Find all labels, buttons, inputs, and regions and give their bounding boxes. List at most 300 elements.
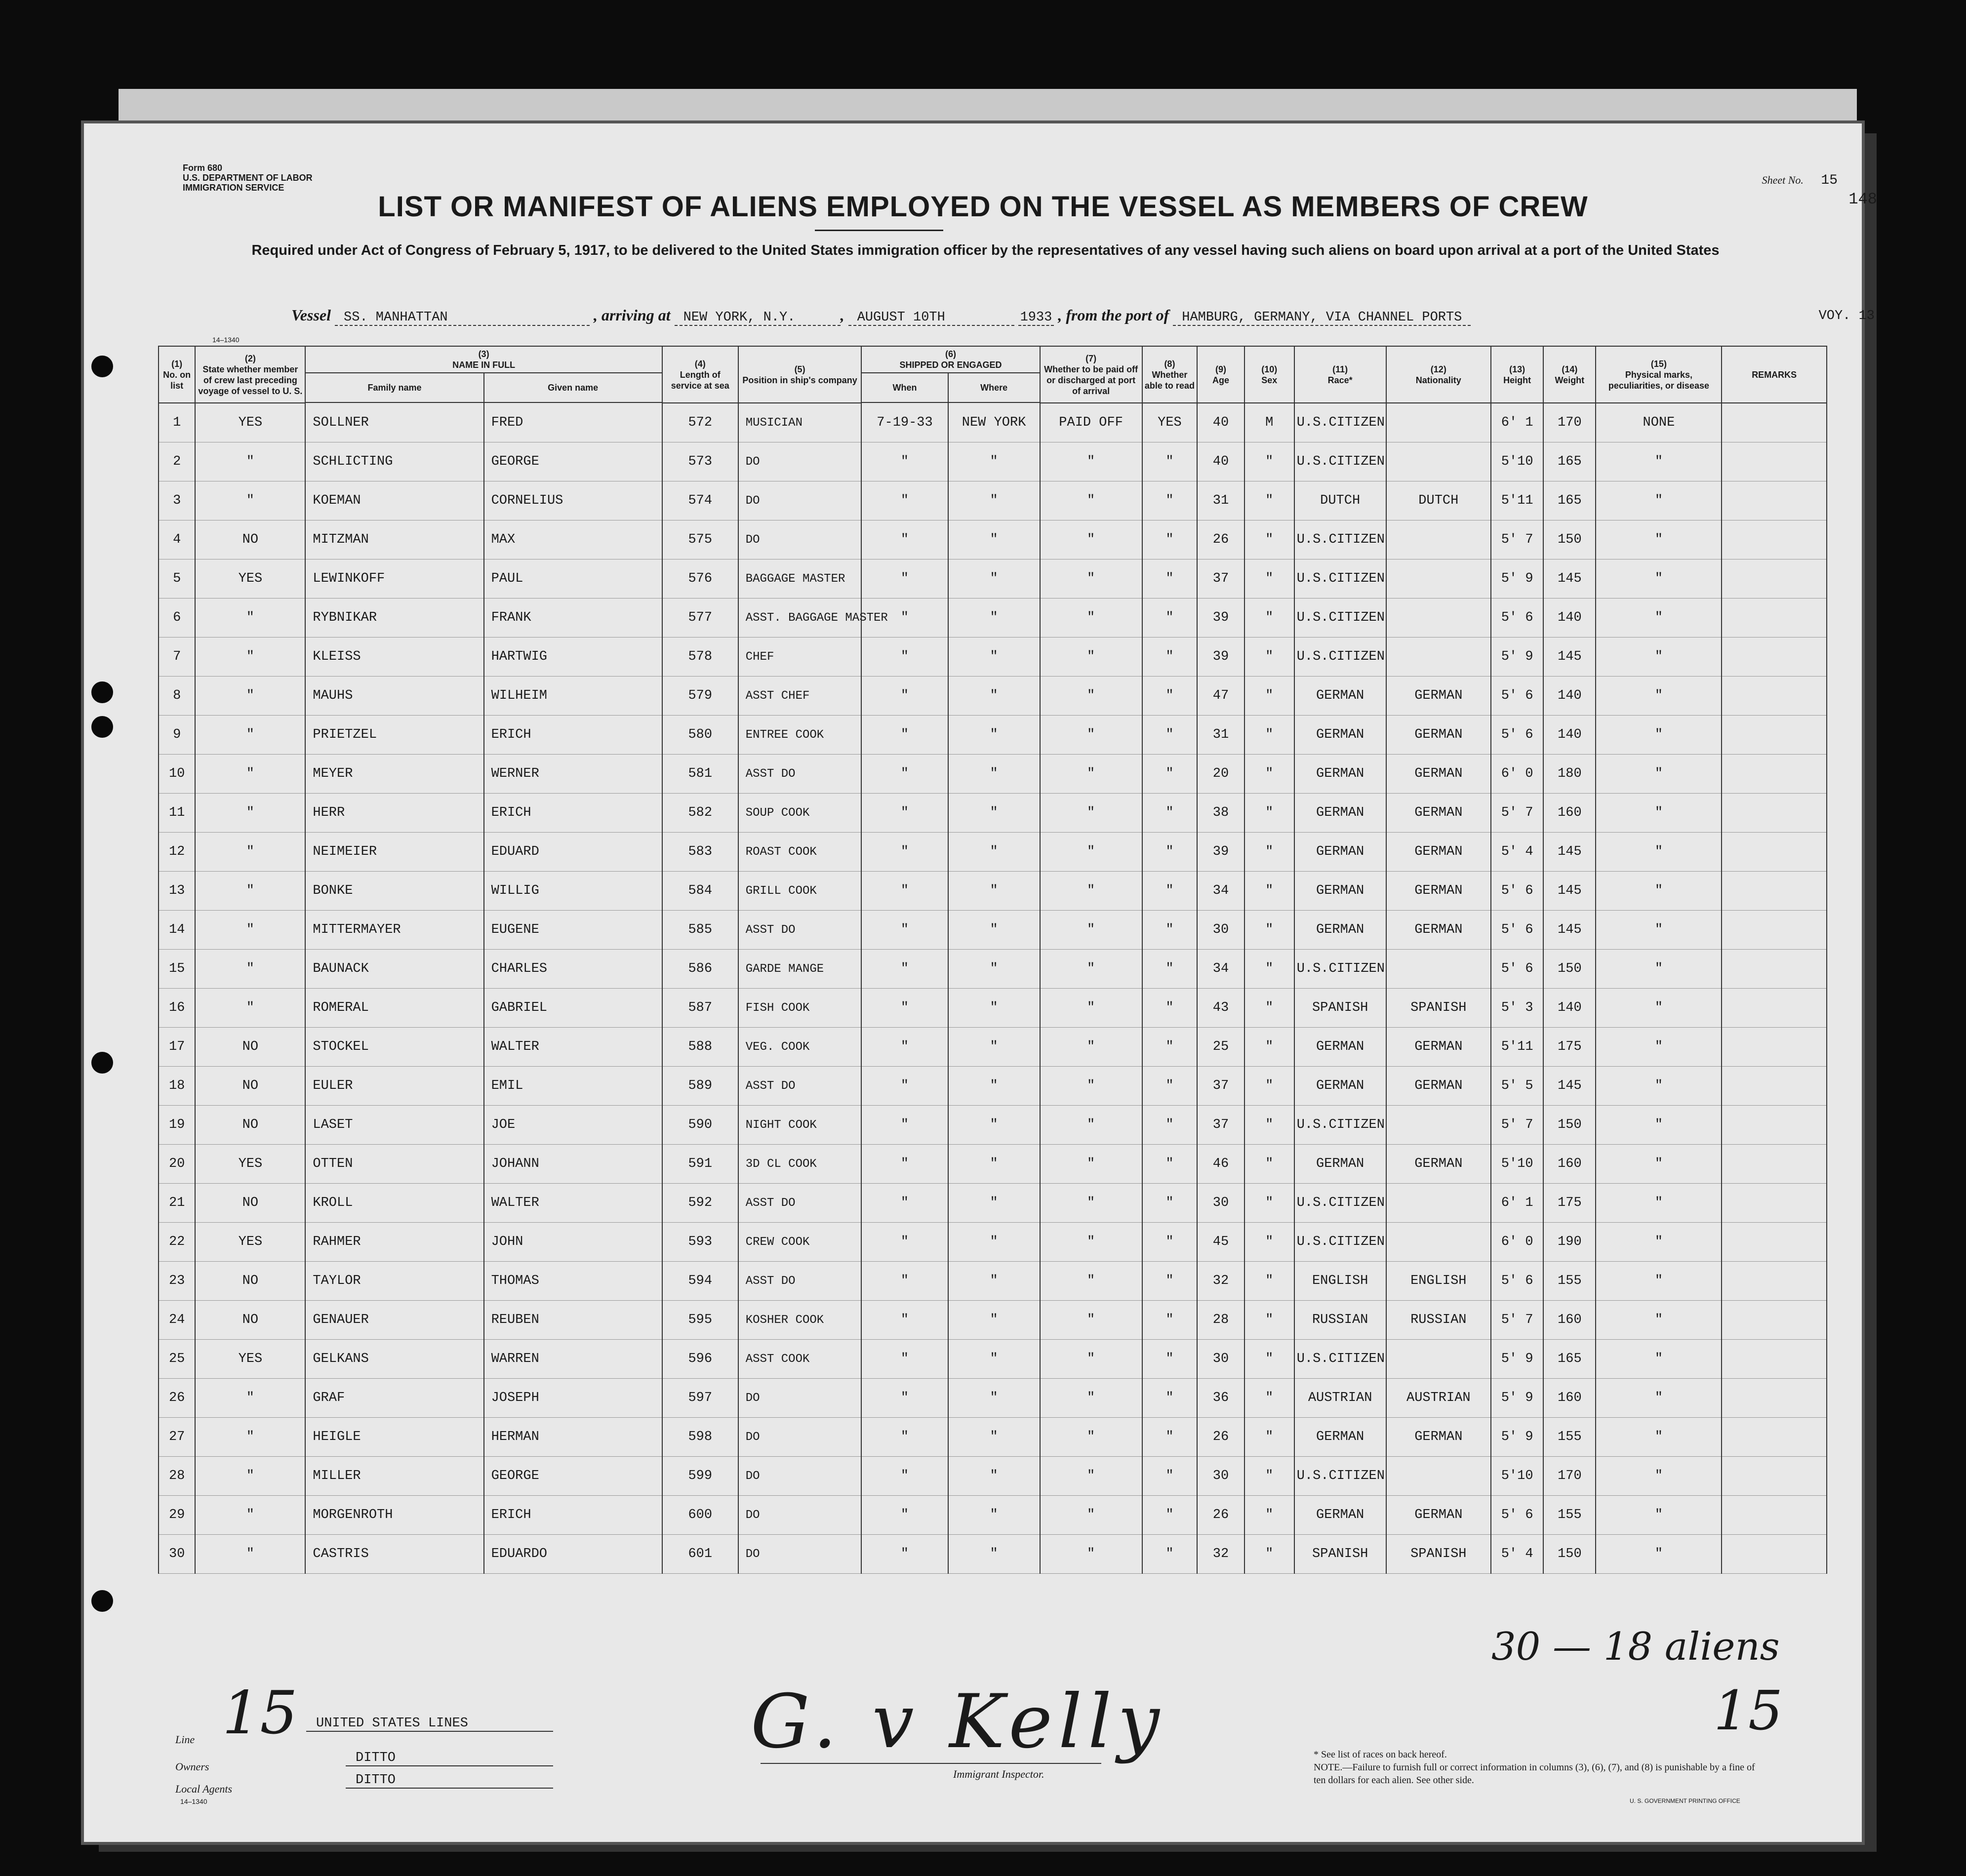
cell-position: MUSICIAN (738, 403, 862, 442)
cell-marks: " (1596, 1106, 1722, 1145)
cell-sex: " (1244, 833, 1294, 872)
cell-race: U.S.CITIZEN (1294, 559, 1386, 599)
cell-prev: " (195, 833, 305, 872)
cell-position: DO (738, 1496, 862, 1535)
cell-weight: 160 (1543, 1145, 1596, 1184)
cell-sex: " (1244, 1340, 1294, 1379)
cell-remarks (1722, 1301, 1827, 1340)
cell-when: " (861, 1496, 948, 1535)
cell-position: ASST. BAGGAGE MASTER (738, 599, 862, 638)
cell-given: PAUL (484, 559, 662, 599)
cell-position: ASST DO (738, 1262, 862, 1301)
cell-nationality (1386, 1223, 1491, 1262)
cell-nationality (1386, 403, 1491, 442)
cell-sex: " (1244, 1496, 1294, 1535)
cell-race: GERMAN (1294, 1028, 1386, 1067)
cell-read: " (1142, 716, 1198, 755)
cell-family: ROMERAL (305, 989, 483, 1028)
cell-race: U.S.CITIZEN (1294, 1223, 1386, 1262)
cell-sex: " (1244, 599, 1294, 638)
cell-family: PRIETZEL (305, 716, 483, 755)
cell-marks: " (1596, 599, 1722, 638)
sheet-stamp: 148 (1848, 190, 1877, 208)
cell-marks: " (1596, 559, 1722, 599)
crew-rows (159, 403, 1827, 1574)
cell-prev: " (195, 1496, 305, 1535)
cell-weight: 150 (1543, 520, 1596, 559)
cell-remarks (1722, 520, 1827, 559)
cell-sex: " (1244, 1535, 1294, 1574)
cell-when: " (861, 559, 948, 599)
cell-read: " (1142, 755, 1198, 794)
col-no-header: (1) No. on list (159, 346, 195, 403)
cell-given: EDUARDO (484, 1535, 662, 1574)
cell-service: 576 (662, 559, 738, 599)
cell-prev: YES (195, 1145, 305, 1184)
cell-height: 5' 3 (1491, 989, 1543, 1028)
cell-read: " (1142, 442, 1198, 481)
cell-sex: " (1244, 1262, 1294, 1301)
cell-nationality: GERMAN (1386, 716, 1491, 755)
cell-prev: NO (195, 1106, 305, 1145)
cell-paid: " (1040, 481, 1142, 520)
cell-paid: " (1040, 442, 1142, 481)
cell-marks: " (1596, 1535, 1722, 1574)
cell-where: " (948, 442, 1040, 481)
cell-remarks (1722, 1496, 1827, 1535)
cell-race: DUTCH (1294, 481, 1386, 520)
cell-service: 600 (662, 1496, 738, 1535)
cell-nationality (1386, 1340, 1491, 1379)
cell-paid: " (1040, 1457, 1142, 1496)
footer-form-code: 14–1340 (180, 1797, 207, 1805)
cell-where: " (948, 559, 1040, 599)
cell-service: 592 (662, 1184, 738, 1223)
cell-sex: " (1244, 950, 1294, 989)
col-position-header: (5) Position in ship's company (738, 346, 862, 403)
cell-family: RAHMER (305, 1223, 483, 1262)
col-paid-header: (7) Whether to be paid off or discharged at port of arrival (1040, 346, 1142, 403)
cell-race: ENGLISH (1294, 1262, 1386, 1301)
cell-where: " (948, 755, 1040, 794)
cell-nationality (1386, 442, 1491, 481)
cell-family: KROLL (305, 1184, 483, 1223)
cell-age: 31 (1197, 481, 1244, 520)
cell-when: " (861, 1301, 948, 1340)
cell-age: 34 (1197, 872, 1244, 911)
cell-weight: 140 (1543, 989, 1596, 1028)
cell-weight: 160 (1543, 1301, 1596, 1340)
cell-position: KOSHER COOK (738, 1301, 862, 1340)
cell-age: 40 (1197, 442, 1244, 481)
cell-sex: " (1244, 638, 1294, 677)
cell-read: " (1142, 950, 1198, 989)
col-read-header: (8) Whether able to read (1142, 346, 1198, 403)
binder-hole (91, 356, 113, 377)
cell-height: 6' 1 (1491, 403, 1543, 442)
cell-sex: " (1244, 989, 1294, 1028)
cell-when: " (861, 755, 948, 794)
cell-height: 5' 4 (1491, 833, 1543, 872)
cell-marks: " (1596, 911, 1722, 950)
cell-height: 5' 6 (1491, 1262, 1543, 1301)
cell-height: 5' 6 (1491, 599, 1543, 638)
cell-when: " (861, 1184, 948, 1223)
cell-weight: 165 (1543, 1340, 1596, 1379)
cell-when: " (861, 794, 948, 833)
cell-no: 19 (159, 1106, 195, 1145)
binder-hole (91, 1590, 113, 1612)
table-row (159, 599, 1827, 638)
cell-age: 30 (1197, 1340, 1244, 1379)
table-row (159, 1145, 1827, 1184)
cell-no: 8 (159, 677, 195, 716)
cell-where: NEW YORK (948, 403, 1040, 442)
cell-marks: " (1596, 677, 1722, 716)
table-row (159, 1223, 1827, 1262)
cell-marks: " (1596, 1223, 1722, 1262)
cell-nationality (1386, 559, 1491, 599)
cell-given: JOSEPH (484, 1379, 662, 1418)
cell-remarks (1722, 1106, 1827, 1145)
cell-where: " (948, 1379, 1040, 1418)
cell-service: 594 (662, 1262, 738, 1301)
cell-prev: YES (195, 559, 305, 599)
cell-weight: 140 (1543, 599, 1596, 638)
cell-read: " (1142, 1223, 1198, 1262)
cell-paid: PAID OFF (1040, 403, 1142, 442)
cell-where: " (948, 1028, 1040, 1067)
fine-note: NOTE.—Failure to furnish full or correct information in columns (3), (6), (7), and (8) is punishable by a fine of ten dollars for each alien. See other side. (1314, 1762, 1755, 1786)
form-code: 14–1340 (212, 336, 240, 344)
cell-sex: " (1244, 520, 1294, 559)
cell-no: 4 (159, 520, 195, 559)
vessel-label: Vessel (291, 306, 331, 324)
cell-when: " (861, 599, 948, 638)
cell-position: VEG. COOK (738, 1028, 862, 1067)
cell-height: 5' 6 (1491, 911, 1543, 950)
arriving-label: , arriving at (594, 306, 671, 324)
cell-remarks (1722, 833, 1827, 872)
cell-when: " (861, 442, 948, 481)
cell-no: 25 (159, 1340, 195, 1379)
cell-paid: " (1040, 1262, 1142, 1301)
department-line: U.S. DEPARTMENT OF LABOR (183, 173, 313, 183)
cell-given: JOE (484, 1106, 662, 1145)
cell-family: BONKE (305, 872, 483, 911)
cell-given: JOHANN (484, 1145, 662, 1184)
cell-remarks (1722, 950, 1827, 989)
cell-nationality (1386, 950, 1491, 989)
cell-read: " (1142, 1145, 1198, 1184)
cell-prev: " (195, 716, 305, 755)
cell-prev: " (195, 950, 305, 989)
title-rule (815, 230, 943, 231)
cell-marks: " (1596, 638, 1722, 677)
cell-marks: " (1596, 1145, 1722, 1184)
cell-given: JOHN (484, 1223, 662, 1262)
cell-race: GERMAN (1294, 716, 1386, 755)
cell-prev: NO (195, 520, 305, 559)
cell-position: BAGGAGE MASTER (738, 559, 862, 599)
table-row (159, 833, 1827, 872)
cell-age: 36 (1197, 1379, 1244, 1418)
service-line: IMMIGRATION SERVICE (183, 183, 284, 193)
cell-read: " (1142, 1067, 1198, 1106)
cell-service: 591 (662, 1145, 738, 1184)
cell-race: GERMAN (1294, 911, 1386, 950)
cell-marks: " (1596, 794, 1722, 833)
cell-no: 23 (159, 1262, 195, 1301)
cell-paid: " (1040, 755, 1142, 794)
cell-service: 586 (662, 950, 738, 989)
cell-given: WILLIG (484, 872, 662, 911)
cell-race: GERMAN (1294, 833, 1386, 872)
cell-marks: " (1596, 481, 1722, 520)
cell-read: YES (1142, 403, 1198, 442)
col-nationality-header: (12) Nationality (1386, 346, 1491, 403)
cell-family: HERR (305, 794, 483, 833)
cell-race: U.S.CITIZEN (1294, 1106, 1386, 1145)
cell-height: 5'10 (1491, 1145, 1543, 1184)
cell-no: 22 (159, 1223, 195, 1262)
cell-given: EUGENE (484, 911, 662, 950)
cell-when: " (861, 638, 948, 677)
cell-service: 584 (662, 872, 738, 911)
cell-nationality: GERMAN (1386, 677, 1491, 716)
cell-nationality: AUSTRIAN (1386, 1379, 1491, 1418)
cell-service: 585 (662, 911, 738, 950)
cell-remarks (1722, 911, 1827, 950)
cell-height: 5' 7 (1491, 520, 1543, 559)
cell-remarks (1722, 989, 1827, 1028)
cell-position: CHEF (738, 638, 862, 677)
cell-prev: " (195, 1457, 305, 1496)
cell-height: 5' 9 (1491, 1418, 1543, 1457)
cell-when: " (861, 1418, 948, 1457)
cell-nationality: GERMAN (1386, 1145, 1491, 1184)
cell-weight: 150 (1543, 1535, 1596, 1574)
cell-height: 5' 6 (1491, 950, 1543, 989)
cell-family: SCHLICTING (305, 442, 483, 481)
cell-prev: NO (195, 1184, 305, 1223)
cell-given: REUBEN (484, 1301, 662, 1340)
cell-when: " (861, 989, 948, 1028)
cell-position: FISH COOK (738, 989, 862, 1028)
col-shipped-header: (6) SHIPPED OR ENGAGED (861, 346, 1040, 373)
races-note: * See list of races on back hereof. (1314, 1749, 1447, 1760)
cell-weight: 175 (1543, 1028, 1596, 1067)
cell-age: 37 (1197, 1106, 1244, 1145)
cell-where: " (948, 794, 1040, 833)
table-row (159, 1496, 1827, 1535)
table-row (159, 1340, 1827, 1379)
cell-height: 5' 9 (1491, 559, 1543, 599)
cell-weight: 165 (1543, 442, 1596, 481)
cell-no: 18 (159, 1067, 195, 1106)
cell-nationality (1386, 599, 1491, 638)
cell-age: 32 (1197, 1535, 1244, 1574)
cell-prev: " (195, 599, 305, 638)
cell-weight: 155 (1543, 1496, 1596, 1535)
agents-value: DITTO (346, 1773, 553, 1789)
cell-height: 5' 9 (1491, 1340, 1543, 1379)
cell-age: 39 (1197, 599, 1244, 638)
cell-sex: " (1244, 1223, 1294, 1262)
cell-remarks (1722, 1262, 1827, 1301)
cell-paid: " (1040, 1340, 1142, 1379)
cell-position: DO (738, 442, 862, 481)
cell-race: U.S.CITIZEN (1294, 599, 1386, 638)
cell-given: WERNER (484, 755, 662, 794)
cell-position: ASST DO (738, 911, 862, 950)
cell-read: " (1142, 520, 1198, 559)
cell-prev: NO (195, 1301, 305, 1340)
cell-marks: " (1596, 755, 1722, 794)
cell-race: U.S.CITIZEN (1294, 520, 1386, 559)
cell-marks: NONE (1596, 403, 1722, 442)
table-row (159, 911, 1827, 950)
cell-sex: " (1244, 442, 1294, 481)
cell-position: 3D CL COOK (738, 1145, 862, 1184)
cell-prev: " (195, 911, 305, 950)
cell-height: 5' 6 (1491, 716, 1543, 755)
printer-imprint: U. S. GOVERNMENT PRINTING OFFICE (1630, 1797, 1740, 1804)
cell-age: 45 (1197, 1223, 1244, 1262)
cell-position: GRILL COOK (738, 872, 862, 911)
cell-family: RYBNIKAR (305, 599, 483, 638)
cell-given: WARREN (484, 1340, 662, 1379)
sheet-number (1762, 173, 1838, 188)
cell-no: 16 (159, 989, 195, 1028)
cell-paid: " (1040, 1301, 1142, 1340)
cell-race: GERMAN (1294, 1418, 1386, 1457)
form-number (183, 163, 313, 193)
cell-when: " (861, 1067, 948, 1106)
cell-prev: " (195, 638, 305, 677)
cell-no: 20 (159, 1145, 195, 1184)
cell-prev: YES (195, 1223, 305, 1262)
table-row (159, 1262, 1827, 1301)
cell-given: GABRIEL (484, 989, 662, 1028)
cell-age: 47 (1197, 677, 1244, 716)
cell-position: NIGHT COOK (738, 1106, 862, 1145)
cell-no: 11 (159, 794, 195, 833)
cell-paid: " (1040, 1145, 1142, 1184)
cell-family: MITZMAN (305, 520, 483, 559)
table-row (159, 1457, 1827, 1496)
cell-service: 577 (662, 599, 738, 638)
cell-given: FRANK (484, 599, 662, 638)
cell-read: " (1142, 1535, 1198, 1574)
cell-position: ASST DO (738, 1067, 862, 1106)
cell-when: " (861, 950, 948, 989)
cell-marks: " (1596, 989, 1722, 1028)
cell-family: TAYLOR (305, 1262, 483, 1301)
cell-position: ASST CHEF (738, 677, 862, 716)
col-weight-header: (14) Weight (1543, 346, 1596, 403)
bottom-right-number: 15 (1714, 1679, 1783, 1742)
cell-sex: " (1244, 1379, 1294, 1418)
cell-family: GRAF (305, 1379, 483, 1418)
cell-given: CHARLES (484, 950, 662, 989)
cell-position: SOUP COOK (738, 794, 862, 833)
table-row (159, 1028, 1827, 1067)
table-row (159, 794, 1827, 833)
cell-family: EULER (305, 1067, 483, 1106)
cell-prev: " (195, 1535, 305, 1574)
cell-weight: 150 (1543, 1106, 1596, 1145)
cell-family: MITTERMAYER (305, 911, 483, 950)
cell-height: 5' 7 (1491, 1106, 1543, 1145)
owners-label: Owners (175, 1760, 209, 1773)
cell-family: MORGENROTH (305, 1496, 483, 1535)
col-family-header: Family name (305, 373, 483, 402)
line-value: UNITED STATES LINES (306, 1716, 553, 1732)
cell-remarks (1722, 1223, 1827, 1262)
cell-weight: 145 (1543, 872, 1596, 911)
cell-when: " (861, 1340, 948, 1379)
cell-sex: " (1244, 1301, 1294, 1340)
cell-prev: " (195, 1418, 305, 1457)
cell-prev: NO (195, 1067, 305, 1106)
col-race-header: (11) Race* (1294, 346, 1386, 403)
cell-paid: " (1040, 1106, 1142, 1145)
cell-nationality: SPANISH (1386, 989, 1491, 1028)
cell-weight: 145 (1543, 833, 1596, 872)
cell-prev: YES (195, 403, 305, 442)
cell-family: KLEISS (305, 638, 483, 677)
cell-age: 31 (1197, 716, 1244, 755)
cell-prev: " (195, 1379, 305, 1418)
cell-read: " (1142, 911, 1198, 950)
cell-where: " (948, 1301, 1040, 1340)
cell-marks: " (1596, 1457, 1722, 1496)
cell-where: " (948, 677, 1040, 716)
cell-nationality (1386, 638, 1491, 677)
cell-paid: " (1040, 989, 1142, 1028)
cell-prev: NO (195, 1262, 305, 1301)
cell-given: GEORGE (484, 442, 662, 481)
cell-where: " (948, 1145, 1040, 1184)
cell-family: SOLLNER (305, 403, 483, 442)
cell-race: AUSTRIAN (1294, 1379, 1386, 1418)
cell-marks: " (1596, 1379, 1722, 1418)
cell-family: GELKANS (305, 1340, 483, 1379)
cell-age: 39 (1197, 833, 1244, 872)
cell-nationality (1386, 1457, 1491, 1496)
cell-family: LEWINKOFF (305, 559, 483, 599)
cell-marks: " (1596, 1184, 1722, 1223)
cell-paid: " (1040, 638, 1142, 677)
cell-no: 29 (159, 1496, 195, 1535)
col-height-header: (13) Height (1491, 346, 1543, 403)
cell-where: " (948, 716, 1040, 755)
cell-race: U.S.CITIZEN (1294, 1457, 1386, 1496)
cell-race: RUSSIAN (1294, 1301, 1386, 1340)
cell-age: 20 (1197, 755, 1244, 794)
departure-port: HAMBURG, GERMANY, VIA CHANNEL PORTS (1173, 310, 1471, 326)
cell-position: ROAST COOK (738, 833, 862, 872)
cell-read: " (1142, 481, 1198, 520)
cell-when: " (861, 1535, 948, 1574)
cell-read: " (1142, 638, 1198, 677)
cell-position: ASST DO (738, 755, 862, 794)
cell-prev: " (195, 794, 305, 833)
cell-where: " (948, 1340, 1040, 1379)
cell-weight: 140 (1543, 716, 1596, 755)
cell-paid: " (1040, 872, 1142, 911)
